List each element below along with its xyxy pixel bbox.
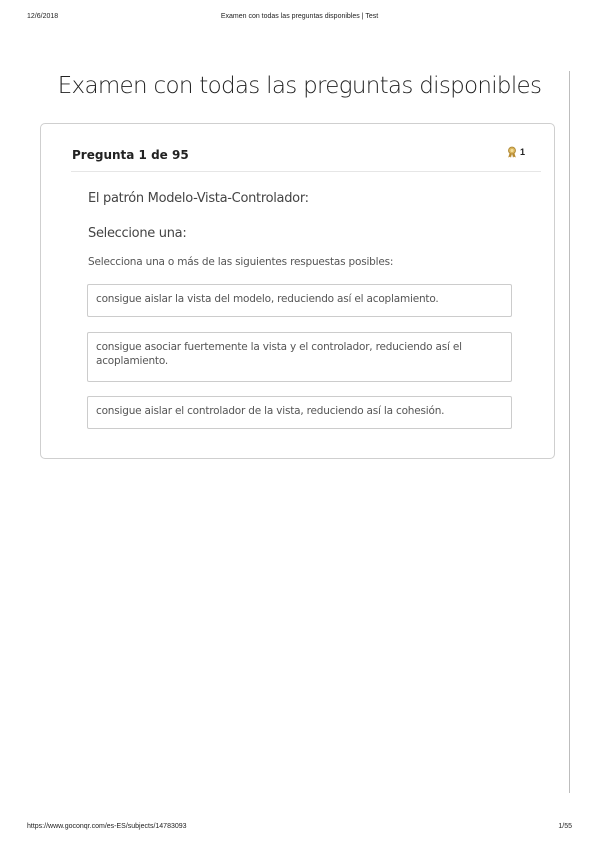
question-header — [71, 124, 541, 172]
answer-option[interactable]: consigue asociar fuertemente la vista y el controlador, reduciendo así el acoplamiento. — [87, 332, 512, 382]
print-header — [0, 13, 599, 23]
points-value: 1 — [519, 147, 525, 157]
award-ribbon-icon — [506, 146, 518, 158]
print-url: https://www.goconqr.com/es-ES/subjects/14783093 — [27, 823, 187, 830]
page-right-divider — [569, 71, 570, 793]
print-date: 12/6/2018 — [27, 13, 59, 20]
question-card — [40, 123, 555, 459]
question-number: Pregunta 1 de 95 — [72, 148, 189, 162]
question-prompt: Seleccione una: — [88, 226, 187, 241]
question-stem: El patrón Modelo-Vista-Controlador: — [88, 191, 309, 206]
question-instructions: Selecciona una o más de las siguientes respuestas posibles: — [88, 256, 394, 268]
answer-option[interactable]: consigue aislar la vista del modelo, reduciendo así el acoplamiento. — [87, 284, 512, 317]
print-footer — [0, 823, 599, 833]
answer-option[interactable]: consigue aislar el controlador de la vista, reduciendo así la cohesión. — [87, 396, 512, 429]
question-points — [506, 146, 525, 158]
print-page-number: 1/55 — [558, 823, 572, 830]
page-title: Examen con todas las preguntas disponibles — [57, 73, 542, 99]
print-document-title: Examen con todas las preguntas disponibles | Test — [220, 13, 379, 20]
